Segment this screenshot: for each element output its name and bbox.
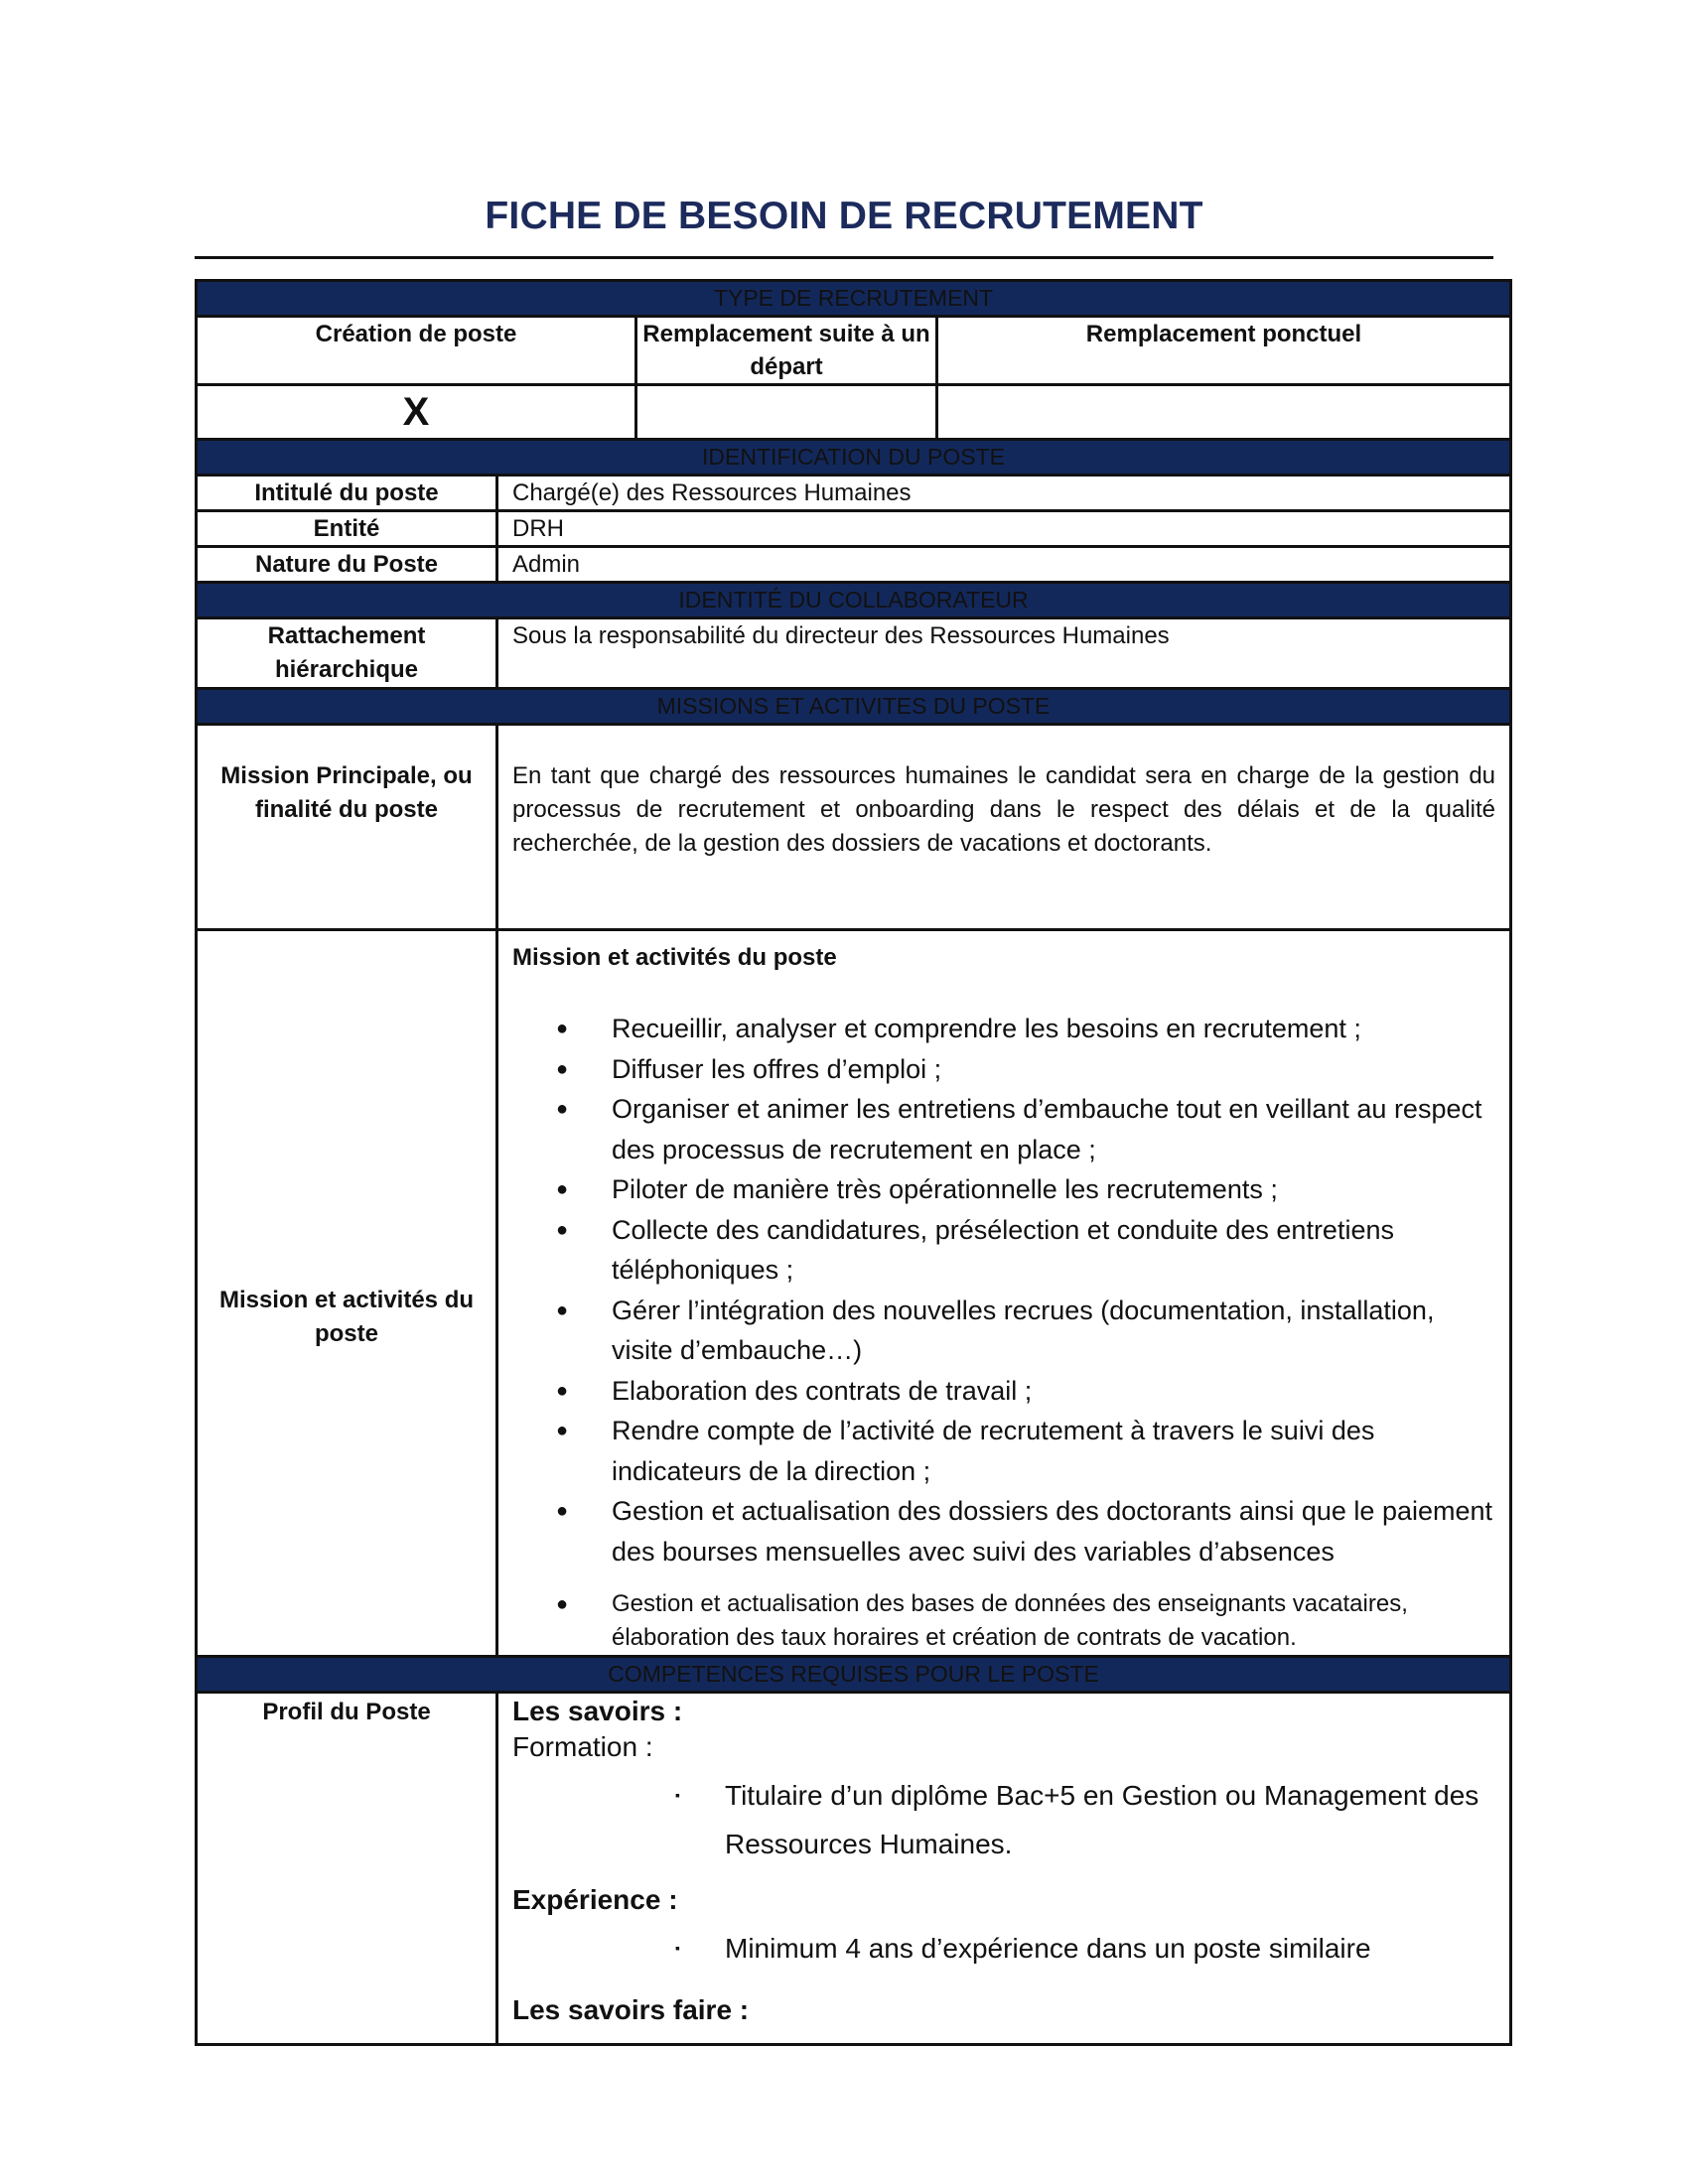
type-options-row [197, 317, 1511, 385]
label-text: Profil du Poste [262, 1699, 431, 1725]
list-item-text: Piloter de manière très opérationnelle les recrutements ; [612, 1174, 1278, 1204]
field-label-rattachement [197, 618, 497, 689]
field-label-activites [197, 930, 497, 1657]
label-line: hiérarchique [274, 656, 419, 683]
experience-list [512, 1924, 1495, 1973]
list-item [556, 1009, 1495, 1049]
savoirs-faire-title: Les savoirs faire : [512, 1994, 750, 2025]
section-band-type [197, 281, 1511, 317]
list-item-text: Titulaire d’un diplôme Bac+5 en Gestion ou Management des Ressources Humaines. [725, 1780, 1479, 1859]
section-band-competences [197, 1657, 1511, 1693]
section-title: IDENTIFICATION DU POSTE [197, 440, 1511, 476]
field-value-intitule[interactable]: Chargé(e) des Ressources Humaines [497, 476, 1511, 511]
list-item-text: Collecte des candidatures, présélection et conduite des entretiens téléphoniques ; [612, 1214, 1394, 1285]
field-value-profil [497, 1693, 1511, 2045]
formation-label: Formation : [512, 1731, 653, 1762]
bullet-icon: ● [556, 1018, 569, 1039]
list-item [556, 1291, 1495, 1371]
bullet-icon: ● [556, 1298, 569, 1321]
label-text: Mission et activités du poste [218, 1286, 475, 1347]
square-bullet-icon: ▪ [675, 1940, 680, 1956]
list-item-text: Gestion et actualisation des dossiers des doctorants ainsi que le paiement des bourses mensuelles avec suivi des variables d’absences [612, 1496, 1493, 1567]
activites-title: Mission et activités du poste [512, 944, 837, 971]
option-creation-poste: Création de poste [197, 317, 636, 385]
recruitment-form-table [195, 279, 1512, 2046]
list-item [556, 1210, 1495, 1291]
section-band-identification [197, 440, 1511, 476]
bullet-icon: ● [556, 1593, 569, 1615]
bullet-icon: ● [556, 1500, 569, 1522]
table-row [197, 930, 1511, 1657]
option-remplacement-depart: Remplacement suite à un départ [636, 317, 937, 385]
option-remplacement-ponctuel: Remplacement ponctuel [937, 317, 1511, 385]
label-line: Rattachement [267, 622, 426, 649]
section-band-collaborateur [197, 583, 1511, 618]
list-item [675, 1924, 1495, 1973]
list-item-text: Elaboration des contrats de travail ; [612, 1375, 1033, 1406]
table-row [197, 476, 1511, 511]
bullet-icon: ● [556, 1057, 569, 1080]
square-bullet-icon: ▪ [675, 1787, 680, 1803]
section-title: IDENTITÉ DU COLLABORATEUR [197, 583, 1511, 618]
title-underline [195, 256, 1493, 259]
mark-remplacement-ponctuel[interactable] [937, 385, 1511, 440]
list-item [556, 1089, 1495, 1169]
field-label: Intitulé du poste [197, 476, 497, 511]
field-value-entite[interactable]: DRH [497, 511, 1511, 547]
list-item [556, 1411, 1495, 1491]
bullet-icon: ● [556, 1178, 569, 1200]
list-item-text: Gérer l’intégration des nouvelles recrues (documentation, installation, visite d’embauche…) [612, 1295, 1435, 1365]
field-label: Entité [197, 511, 497, 547]
list-item [556, 1169, 1495, 1210]
field-value-activites [497, 930, 1511, 1657]
field-value-nature[interactable]: Admin [497, 547, 1511, 583]
mark-remplacement-depart[interactable] [636, 385, 937, 440]
savoirs-title: Les savoirs : [512, 1696, 683, 1726]
section-title: TYPE DE RECRUTEMENT [197, 281, 1511, 317]
field-label-profil [197, 1693, 497, 2045]
list-item [556, 1587, 1495, 1655]
bullet-icon: ● [556, 1218, 569, 1241]
field-label-mission-principale: Mission Principale, ou finalité du poste [197, 725, 497, 930]
mark-creation-poste[interactable]: X [197, 385, 636, 440]
experience-title: Expérience : [512, 1884, 678, 1915]
section-band-missions [197, 689, 1511, 725]
table-row [197, 511, 1511, 547]
section-title: MISSIONS ET ACTIVITES DU POSTE [197, 689, 1511, 725]
list-item [675, 1771, 1495, 1868]
section-title: COMPETENCES REQUISES POUR LE POSTE [197, 1657, 1511, 1693]
field-value-mission-principale[interactable]: En tant que chargé des ressources humaines le candidat sera en charge de la gestion du processus de recrutement et onboarding dans le respect des délais et de la qualité recherchée, de la gestion des dossiers de vacations et doctorants. [497, 725, 1511, 930]
field-value-rattachement[interactable]: Sous la responsabilité du directeur des Ressources Humaines [497, 618, 1511, 689]
list-item [556, 1491, 1495, 1571]
field-label: Nature du Poste [197, 547, 497, 583]
type-marks-row [197, 385, 1511, 440]
activites-list [512, 1009, 1495, 1655]
list-item-text: Gestion et actualisation des bases de données des enseignants vacataires, élaboration des taux horaires et création de contrats de vacation. [612, 1590, 1408, 1651]
list-item-text: Diffuser les offres d’emploi ; [612, 1053, 942, 1084]
bullet-icon: ● [556, 1098, 569, 1120]
list-item [556, 1049, 1495, 1090]
table-row [197, 1693, 1511, 2045]
list-item-text: Organiser et animer les entretiens d’embauche tout en veillant au respect des processus de recrutement en place ; [612, 1094, 1482, 1164]
table-row [197, 618, 1511, 689]
bullet-icon: ● [556, 1379, 569, 1402]
list-item [556, 1371, 1495, 1412]
document-title: FICHE DE BESOIN DE RECRUTEMENT [485, 195, 1203, 237]
table-row [197, 547, 1511, 583]
list-item-text: Minimum 4 ans d’expérience dans un poste similaire [725, 1933, 1371, 1964]
formation-list [512, 1771, 1495, 1868]
table-row [197, 725, 1511, 930]
bullet-icon: ● [556, 1420, 569, 1441]
list-item-text: Recueillir, analyser et comprendre les besoins en recrutement ; [612, 1014, 1361, 1043]
list-item-text: Rendre compte de l’activité de recrutement à travers le suivi des indicateurs de la direction ; [612, 1416, 1375, 1486]
